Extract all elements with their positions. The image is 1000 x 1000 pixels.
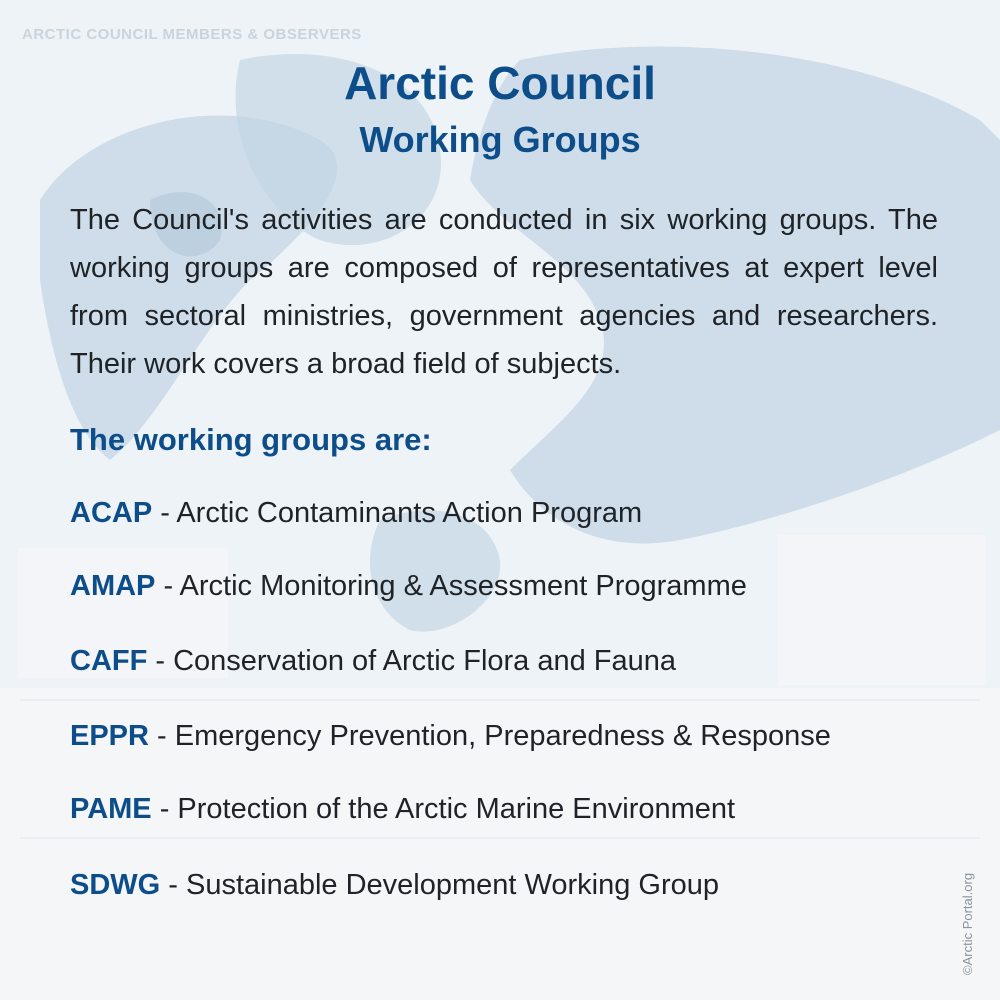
intro-paragraph: The Council's activities are conducted in six working groups. The working groups are composed of representatives at expert level from sectoral ministries, government agencies and researchers. Their work covers a broad field of subjects. — [70, 204, 938, 380]
working-group-abbr: PAME — [70, 793, 152, 825]
working-group-abbr: ACAP — [70, 497, 153, 529]
working-group-name: - Arctic Monitoring & Assessment Programme — [155, 570, 747, 602]
working-groups-heading: The working groups are: — [70, 422, 432, 457]
working-group-name: - Sustainable Development Working Group — [160, 869, 720, 901]
working-group-name: - Conservation of Arctic Flora and Fauna — [147, 645, 677, 677]
background-map-caption: ARCTIC COUNCIL MEMBERS & OBSERVERS — [22, 26, 362, 43]
working-group-item-caff — [70, 645, 676, 678]
working-group-item-pame — [70, 793, 735, 826]
page-title: Arctic Council — [344, 57, 656, 109]
working-group-abbr: EPPR — [70, 720, 149, 752]
page-subtitle: Working Groups — [359, 119, 641, 160]
working-group-item-acap — [70, 497, 642, 530]
working-group-name: - Emergency Prevention, Preparedness & Response — [148, 720, 831, 752]
working-group-item-amap — [70, 570, 747, 603]
working-group-item-eppr — [70, 720, 831, 753]
working-group-abbr: AMAP — [70, 570, 156, 602]
working-group-abbr: CAFF — [70, 645, 148, 677]
working-group-name: - Protection of the Arctic Marine Environment — [151, 793, 736, 825]
working-group-item-sdwg — [70, 869, 719, 902]
copyright-notice: ©Arctic Portal.org — [960, 872, 975, 975]
working-group-name: - Arctic Contaminants Action Program — [152, 497, 643, 529]
working-group-abbr: SDWG — [70, 869, 161, 901]
